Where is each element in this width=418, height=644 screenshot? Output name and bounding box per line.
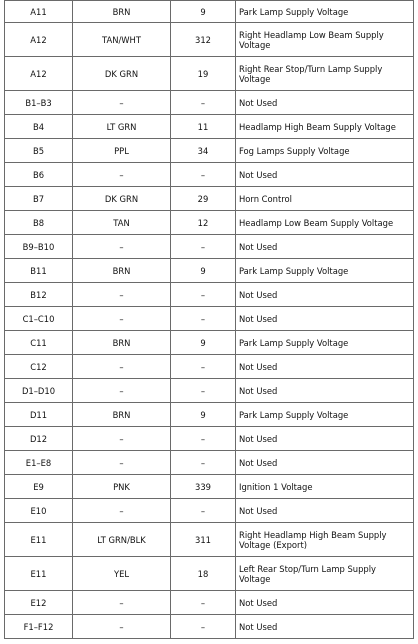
pin-cell: A12	[5, 23, 73, 57]
pin-cell: D12	[5, 427, 73, 451]
pin-cell: E11	[5, 557, 73, 591]
circuit-number-cell: 339	[171, 475, 236, 499]
function-cell: Not Used	[236, 235, 414, 259]
table-row	[5, 451, 414, 475]
pin-cell: B9–B10	[5, 235, 73, 259]
pin-cell: D1–D10	[5, 379, 73, 403]
pin-cell: F1–F12	[5, 615, 73, 639]
table-row	[5, 591, 414, 615]
wire-color-cell: –	[73, 283, 171, 307]
wire-color-cell: LT GRN/BLK	[73, 523, 171, 557]
function-cell: Not Used	[236, 307, 414, 331]
wire-color-cell: –	[73, 615, 171, 639]
circuit-number-cell: 34	[171, 139, 236, 163]
circuit-number-cell: 29	[171, 187, 236, 211]
wire-color-cell: –	[73, 379, 171, 403]
function-cell: Not Used	[236, 427, 414, 451]
pin-cell: E12	[5, 591, 73, 615]
circuit-number-cell: –	[171, 91, 236, 115]
wire-color-cell: TAN/WHT	[73, 23, 171, 57]
function-cell: Park Lamp Supply Voltage	[236, 403, 414, 427]
function-cell: Right Headlamp High Beam Supply Voltage (Export)	[236, 523, 414, 557]
function-cell: Park Lamp Supply Voltage	[236, 331, 414, 355]
circuit-number-cell: 9	[171, 331, 236, 355]
table-row	[5, 283, 414, 307]
pin-cell: E10	[5, 499, 73, 523]
wire-color-cell: –	[73, 163, 171, 187]
function-cell: Park Lamp Supply Voltage	[236, 259, 414, 283]
function-cell: Ignition 1 Voltage	[236, 475, 414, 499]
circuit-number-cell: 9	[171, 1, 236, 23]
wire-color-cell: –	[73, 307, 171, 331]
table-row	[5, 57, 414, 91]
function-cell: Fog Lamps Supply Voltage	[236, 139, 414, 163]
table-row	[5, 259, 414, 283]
wire-color-cell: –	[73, 355, 171, 379]
function-cell: Not Used	[236, 355, 414, 379]
table-row	[5, 355, 414, 379]
wire-color-cell: –	[73, 591, 171, 615]
table-row	[5, 523, 414, 557]
wire-color-cell: TAN	[73, 211, 171, 235]
wire-color-cell: PNK	[73, 475, 171, 499]
pin-cell: B11	[5, 259, 73, 283]
pin-cell: C1–C10	[5, 307, 73, 331]
pin-cell: C12	[5, 355, 73, 379]
function-cell: Not Used	[236, 451, 414, 475]
wire-color-cell: BRN	[73, 1, 171, 23]
table-row	[5, 115, 414, 139]
table-row	[5, 499, 414, 523]
function-cell: Right Rear Stop/Turn Lamp Supply Voltage	[236, 57, 414, 91]
circuit-number-cell: 9	[171, 259, 236, 283]
wire-color-cell: –	[73, 235, 171, 259]
function-cell: Not Used	[236, 379, 414, 403]
table-row	[5, 331, 414, 355]
wire-color-cell: –	[73, 91, 171, 115]
pin-cell: B4	[5, 115, 73, 139]
wire-color-cell: DK GRN	[73, 187, 171, 211]
wire-color-cell: –	[73, 499, 171, 523]
function-cell: Not Used	[236, 591, 414, 615]
pin-cell: E1–E8	[5, 451, 73, 475]
table-row	[5, 235, 414, 259]
table-row	[5, 557, 414, 591]
circuit-number-cell: –	[171, 379, 236, 403]
table-row	[5, 475, 414, 499]
table-row	[5, 91, 414, 115]
wire-color-cell: –	[73, 451, 171, 475]
pin-cell: B12	[5, 283, 73, 307]
wire-color-cell: YEL	[73, 557, 171, 591]
pin-cell: B7	[5, 187, 73, 211]
wire-color-cell: BRN	[73, 403, 171, 427]
pin-cell: D11	[5, 403, 73, 427]
function-cell: Not Used	[236, 91, 414, 115]
circuit-number-cell: –	[171, 355, 236, 379]
circuit-number-cell: 18	[171, 557, 236, 591]
circuit-number-cell: –	[171, 451, 236, 475]
function-cell: Park Lamp Supply Voltage	[236, 1, 414, 23]
table-row	[5, 163, 414, 187]
table-row	[5, 23, 414, 57]
function-cell: Right Headlamp Low Beam Supply Voltage	[236, 23, 414, 57]
pin-cell: E9	[5, 475, 73, 499]
function-cell: Headlamp Low Beam Supply Voltage	[236, 211, 414, 235]
circuit-number-cell: –	[171, 163, 236, 187]
circuit-number-cell: –	[171, 283, 236, 307]
table-row	[5, 379, 414, 403]
table-row	[5, 615, 414, 639]
circuit-number-cell: –	[171, 615, 236, 639]
function-cell: Not Used	[236, 283, 414, 307]
table-row	[5, 403, 414, 427]
circuit-number-cell: –	[171, 235, 236, 259]
pin-cell: B6	[5, 163, 73, 187]
pin-cell: E11	[5, 523, 73, 557]
circuit-number-cell: –	[171, 591, 236, 615]
function-cell: Horn Control	[236, 187, 414, 211]
table-row	[5, 211, 414, 235]
pin-cell: B5	[5, 139, 73, 163]
function-cell: Not Used	[236, 499, 414, 523]
circuit-number-cell: 12	[171, 211, 236, 235]
circuit-number-cell: –	[171, 307, 236, 331]
circuit-number-cell: 19	[171, 57, 236, 91]
circuit-number-cell: –	[171, 499, 236, 523]
pin-cell: A12	[5, 57, 73, 91]
table-row	[5, 427, 414, 451]
wire-color-cell: DK GRN	[73, 57, 171, 91]
circuit-number-cell: 11	[171, 115, 236, 139]
function-cell: Left Rear Stop/Turn Lamp Supply Voltage	[236, 557, 414, 591]
pin-cell: A11	[5, 1, 73, 23]
table-row	[5, 139, 414, 163]
wire-color-cell: BRN	[73, 331, 171, 355]
table-row	[5, 1, 414, 23]
pin-cell: B1–B3	[5, 91, 73, 115]
pin-cell: C11	[5, 331, 73, 355]
connector-pinout-table	[4, 0, 414, 639]
wire-color-cell: PPL	[73, 139, 171, 163]
wire-color-cell: LT GRN	[73, 115, 171, 139]
pin-cell: B8	[5, 211, 73, 235]
circuit-number-cell: –	[171, 427, 236, 451]
table-row	[5, 187, 414, 211]
circuit-number-cell: 311	[171, 523, 236, 557]
circuit-number-cell: 312	[171, 23, 236, 57]
table-row	[5, 307, 414, 331]
circuit-number-cell: 9	[171, 403, 236, 427]
function-cell: Not Used	[236, 163, 414, 187]
function-cell: Headlamp High Beam Supply Voltage	[236, 115, 414, 139]
wire-color-cell: –	[73, 427, 171, 451]
function-cell: Not Used	[236, 615, 414, 639]
wire-color-cell: BRN	[73, 259, 171, 283]
